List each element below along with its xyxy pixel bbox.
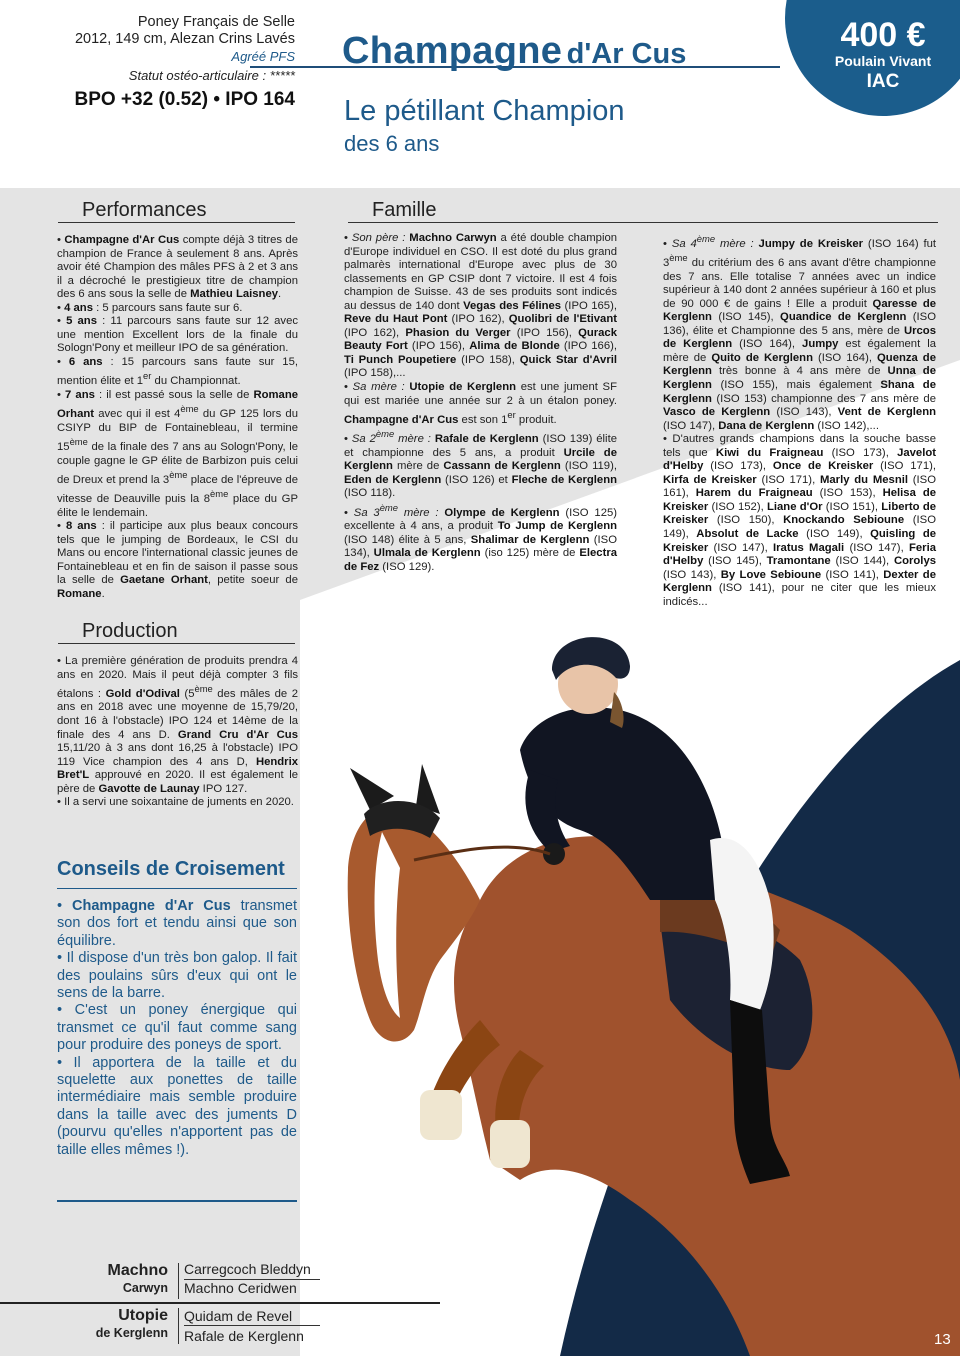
horse-name-title — [342, 30, 686, 73]
price-amount: 400 € — [840, 16, 926, 54]
subtitle-tagline: Le pétillant Champion — [344, 95, 625, 127]
horse-identification — [74, 14, 295, 108]
performances-heading — [82, 199, 295, 223]
performances-heading-label: Performances — [82, 199, 207, 221]
pedigree-sire: Machno — [107, 1262, 168, 1279]
page-number: 13 — [934, 1331, 951, 1348]
production-text: • La première génération de produits prendra 4 ans en 2020. Mais il peut déjà compter 3 fils étalons : Gold d'Odival (5ème des mâles de 2 ans en 2018 avec une moyenne de 15,79/20, dont 16 à l'obstacle) IPO 124 et 14ème de la finale des 4 ans D. Grand Cru d'Ar Cus 15,11/20 à 3 ans dont 16,25 à l'obstacle) IPO 119 Vice champion des 4 ans D, Hendrix Bret'L approuvé en 2020. Il est également le père de Gavotte de Launay IPO 127. • Il a servi une soixantaine de juments en 2020. — [57, 655, 298, 809]
conseils-text: • Champagne d'Ar Cus transmet son dos fort et tendu ainsi que son équilibre. • Il dispose d'un très bon galop. Il fait des poulains sûrs d'eux qui ont le sens de la barre. • C'est un poney énergique qui transmet ce qu'il faut comme sang pour produire des poneys de sport. • Il apportera de la taille et du squelette aux ponettes de taille intermédiaire mais semble produire dans la taille avec des juments D (pourvu qu'elles n'apportent pas de taille elles mêmes !). — [57, 898, 298, 1158]
conseils-heading: Conseils de Croisement — [57, 858, 285, 880]
horse-name-suffix: d'Ar Cus — [566, 38, 687, 70]
approval-status: Agréé PFS — [231, 49, 295, 64]
pedigree-dam: Utopie — [118, 1307, 168, 1324]
famille-text-col2: • Sa 4ème mère : Jumpy de Kreisker (ISO 164) fut 3ème du critérium des 6 ans avant d'être championne des 7 ans. Elle totalise 7 années avec un indice supérieur à 140 dont 2 années supérieur à 160 et plus de 90 000 € de gains ! Elle a produit Qaresse de Kerglenn (ISO 145), Quandice de Kerglenn (ISO 136), élite et Championne des 5 ans, mère de Urcos de Kerglenn (ISO 164), Jumpy est également la mère de Quito de Kerglenn (ISO 164), Quenza de Kerglenn très bonne à 4 ans mère de Unna de Kerglenn (ISO 155), mais également Shana de Kerglenn (ISO 153) championne des 7 ans mère de Vasco de Kerglenn (ISO 143), Vent de Kerglenn (ISO 147), Dana de Kerglenn (ISO 142),... • D'autres grands champions dans la souche basse tels que Kiwi du Fraigneau (ISO 173), Javelot d'Helby (ISO 173), Once de Kreisker (ISO 171), Kirfa de Kreisker (ISO 171), Marly du Mesnil (ISO 161), Harem du Fraigneau (ISO 153), Helisa de Kreisker (ISO 152), Liane d'Or (ISO 151), Liberto de Kreisker (ISO 150), Knockando Sebioune (ISO 149), Absolut de Lacke (ISO 149), Quisling de Kreisker (ISO 147), Iratus Magali (ISO 147), Feria d'Helby (ISO 145), Tramontane (ISO 144), Corolys (ISO 143), By Love Sebioune (ISO 141), Dexter de Kerglenn (ISO 141), pour ne citer que les mieux indicés... — [663, 233, 937, 608]
pedigree-sire-sire: Carregcoch Bleddyn — [184, 1261, 311, 1277]
pedigree-line-dam — [184, 1325, 320, 1326]
breeding-indices: BPO +32 (0.52) • IPO 164 — [74, 89, 295, 110]
production-heading-label: Production — [82, 620, 178, 642]
price-type: IAC — [866, 71, 900, 92]
horse-details: 2012, 149 cm, Alezan Crins Lavés — [74, 31, 295, 47]
famille-text-col1: • Son père : Machno Carwyn a été double champion d'Europe individuel en CSO. Il est doté du plus grand palmarès international d'Europe avec plus de 30 classements en GP CSIP dont 7 victoire. Il est 4 fois champion de Suisse. 43 de ses produits sont indicés au dessus de 140 dont Vegas des Félines (IPO 165), Reve du Haut Pont (IPO 162), Quolibri de l'Etivant (IPO 162), Phasion du Verger (IPO 156), Qurack Beauty Fort (IPO 156), Alima de Blonde (IPO 166), Ti Punch Poupetiere (IPO 158), Quick Star d'Avril (IPO 158),... • Sa mère : Utopie de Kerglenn est une jument SF qui est mariée une année sur 2 à un étalon poney. Champagne d'Ar Cus est son 1er produit. • Sa 2ème mère : Rafale de Kerglenn (ISO 139) élite et championne des 5 ans, a produit Urcile de Kerglenn mère de Cassann de Kerglenn (ISO 119), Eden de Kerglenn (ISO 126) et Fleche de Kerglenn (ISO 118). • Sa 3ème mère : Olympe de Kerglenn (ISO 125) excellente à 4 ans, a produit To Jump de Kerglenn (ISO 148) élite à 5 ans, Shalimar de Kerglenn (ISO 134), Ulmala de Kerglenn (iso 125) mère de Electra de Fez (ISO 129). — [344, 232, 618, 573]
subtitle-tagline-2: des 6 ans — [344, 131, 440, 156]
osteo-status: Statut ostéo-articulaire : ***** — [128, 68, 295, 83]
pedigree-dam-dam: Rafale de Kerglenn — [184, 1328, 304, 1344]
horse-name: Champagne — [342, 30, 563, 72]
pedigree-bracket-dam — [178, 1308, 179, 1344]
performances-text: • Champagne d'Ar Cus compte déjà 3 titres de champion de France à seulement 8 ans. Après avoir été Champion des mâles PFS à 2 et 3 ans il a décroché le prestigieux titre de champion des 6 ans sous la selle de Mathieu Laisney. • 4 ans : 5 parcours sans faute sur 6. • 5 ans : 11 parcours sans faute sur 12 avec une mention Excellent lors de la finale du Sologn'Pony et meilleur IPO de sa génération. • 6 ans : 15 parcours sans faute sur 15, mention élite et 1er du Championnat. • 7 ans : il est passé sous la selle de Romane Orhant avec qui il est 4ème du GP 125 lors du CSIYP du BIP de Fontainebleau, il termine 15ème de la finale des 7 ans au Sologn'Pony, le couple gagne le GP élite de Barbizon puis celui de Dreux et prend la 3ème place de l'épreuve de vitesse de Deauville puis la 8ème place du GP élite le lendemain. • 8 ans : il participe aux plus beaux concours tels que le jumping de Bordeaux, le CSI du Mans ou encore l'international classic jeunes de Fontainebleau et en fin de saison il passe sous la selle de Gaetane Orhant, petite soeur de Romane. — [57, 234, 299, 600]
pedigree-bracket-sire — [178, 1263, 179, 1299]
horse-and-rider-jumping-photo — [330, 600, 960, 1356]
breed: Poney Français de Selle — [137, 14, 295, 30]
famille-heading — [372, 199, 938, 223]
production-heading — [82, 620, 295, 644]
conseils-divider-bottom — [57, 1200, 297, 1202]
famille-heading-label: Famille — [372, 199, 437, 221]
pedigree-dam-sire: Quidam de Revel — [184, 1308, 293, 1324]
pedigree-dam-line2: de Kerglenn — [95, 1326, 168, 1340]
conseils-divider-top — [57, 888, 297, 889]
pedigree-sire-dam: Machno Ceridwen — [184, 1280, 297, 1296]
price-label: Poulain Vivant — [834, 53, 932, 69]
pedigree-sire-line2: Carwyn — [122, 1281, 168, 1295]
